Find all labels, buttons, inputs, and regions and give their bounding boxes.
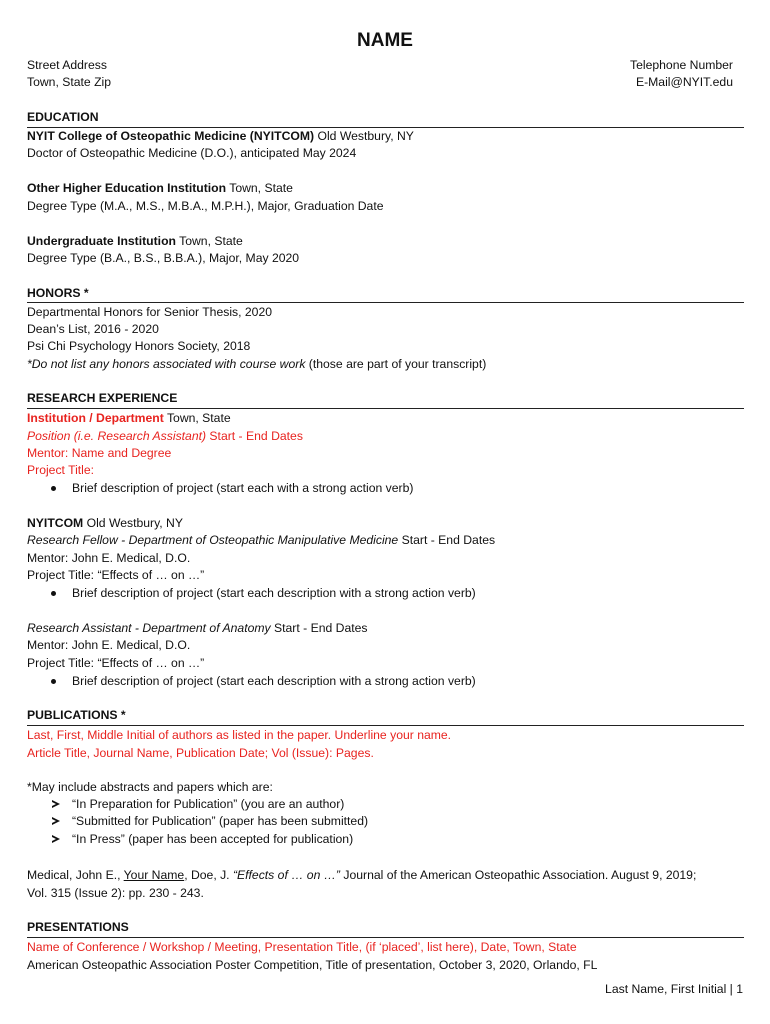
town-state-zip: Town, State Zip [27, 75, 111, 89]
position-dates: Start - End Dates [398, 533, 496, 547]
telephone: Telephone Number [630, 58, 733, 72]
resume-name: NAME [357, 30, 413, 51]
position-line [27, 620, 368, 637]
education-heading: EDUCATION [27, 110, 99, 124]
institution-location: Old Westbury, NY [83, 516, 183, 530]
bullet-text: Brief description of project (start each description with a strong action verb) [72, 674, 476, 688]
position-line [27, 428, 303, 445]
arrow-bullet-icon [49, 813, 61, 830]
degree-line: Doctor of Osteopathic Medicine (D.O.), anticipated May 2024 [27, 146, 357, 160]
bullet-icon [49, 480, 59, 497]
mentor-line: Mentor: John E. Medical, D.O. [27, 551, 191, 565]
institution-name: Undergraduate Institution [27, 234, 176, 248]
publication-status-item: “In Preparation for Publication” (you are an author) [72, 797, 345, 811]
bullet-text: Brief description of project (start each description with a strong action verb) [72, 586, 476, 600]
education-entry-3 [27, 233, 243, 250]
publication-example-line-1 [27, 867, 696, 884]
mentor-line: Mentor: John E. Medical, D.O. [27, 638, 191, 652]
presentations-heading: PRESENTATIONS [27, 920, 129, 934]
honor-item: Dean’s List, 2016 - 2020 [27, 322, 159, 336]
publications-rule [27, 725, 744, 726]
research-heading: RESEARCH EXPERIENCE [27, 391, 178, 405]
publications-note: *May include abstracts and papers which are: [27, 780, 273, 794]
honors-rule [27, 302, 744, 303]
honors-note-italic: *Do not list any honors associated with course work [27, 357, 306, 371]
street-address: Street Address [27, 58, 107, 72]
position-dates: Start - End Dates [270, 621, 368, 635]
project-title-line: Project Title: “Effects of … on …” [27, 568, 205, 582]
presentations-rule [27, 937, 744, 938]
publication-format-line-2: Article Title, Journal Name, Publication Date; Vol (Issue): Pages. [27, 746, 374, 760]
position-dates: Start - End Dates [206, 429, 303, 443]
bullet-icon [49, 673, 59, 690]
institution-location: Town, State [163, 411, 231, 425]
project-title-line: Project Title: [27, 463, 95, 477]
publications-heading: PUBLICATIONS * [27, 708, 126, 722]
position-title: Research Assistant - Department of Anatomy [27, 621, 271, 635]
institution-location: Old Westbury, NY [314, 129, 414, 143]
mentor-line: Mentor: Name and Degree [27, 446, 172, 460]
institution-name: NYIT College of Osteopathic Medicine (NYITCOM) [27, 129, 315, 143]
education-entry-2 [27, 180, 293, 197]
research-entry-2 [27, 515, 183, 532]
bullet-icon [49, 585, 59, 602]
honor-item: Psi Chi Psychology Honors Society, 2018 [27, 339, 251, 353]
page-footer: Last Name, First Initial | 1 [605, 982, 743, 996]
research-entry-1 [27, 410, 231, 427]
position-title: Research Fellow - Department of Osteopathic Manipulative Medicine [27, 533, 399, 547]
arrow-bullet-icon [49, 831, 61, 848]
arrow-bullet-icon [49, 796, 61, 813]
publication-status-item: “Submitted for Publication” (paper has been submitted) [72, 814, 369, 828]
research-rule [27, 408, 744, 409]
honors-note-rest: (those are part of your transcript) [305, 357, 487, 371]
institution-location: Town, State [226, 181, 293, 195]
honors-note [27, 356, 486, 373]
example-title: “Effects of … on …” [232, 868, 340, 882]
project-title-line: Project Title: “Effects of … on …” [27, 656, 205, 670]
presentation-format-line: Name of Conference / Workshop / Meeting, Presentation Title, (if ‘placed’, list here), Date, Town, State [27, 940, 577, 954]
degree-line: Degree Type (M.A., M.S., M.B.A., M.P.H.), Major, Graduation Date [27, 199, 384, 213]
institution-location: Town, State [175, 234, 243, 248]
institution-name: Institution / Department [27, 411, 164, 425]
example-your-name: Your Name [123, 868, 185, 882]
honor-item: Departmental Honors for Senior Thesis, 2020 [27, 305, 273, 319]
presentation-example-line: American Osteopathic Association Poster Competition, Title of presentation, October 3, 2020, Orlando, FL [27, 958, 598, 972]
position-title: Position (i.e. Research Assistant) [27, 429, 207, 443]
example-authors-rest: , Doe, J. [184, 868, 233, 882]
email: E-Mail@NYIT.edu [635, 75, 733, 89]
publication-example-line-2: Vol. 315 (Issue 2): pp. 230 - 243. [27, 886, 204, 900]
publication-format-line-1: Last, First, Middle Initial of authors as listed in the paper. Underline your name. [27, 728, 452, 742]
bullet-text: Brief description of project (start each with a strong action verb) [72, 481, 414, 495]
example-journal: Journal of the American Osteopathic Association. August 9, 2019; [339, 868, 697, 882]
education-entry-1 [27, 128, 414, 145]
example-authors: Medical, John E., [27, 868, 124, 882]
publication-status-item: “In Press” (paper has been accepted for publication) [72, 832, 354, 846]
honors-heading: HONORS * [27, 286, 89, 300]
institution-name: Other Higher Education Institution [27, 181, 227, 195]
institution-name: NYITCOM [27, 516, 84, 530]
position-line [27, 532, 495, 549]
degree-line: Degree Type (B.A., B.S., B.B.A.), Major, May 2020 [27, 251, 300, 265]
